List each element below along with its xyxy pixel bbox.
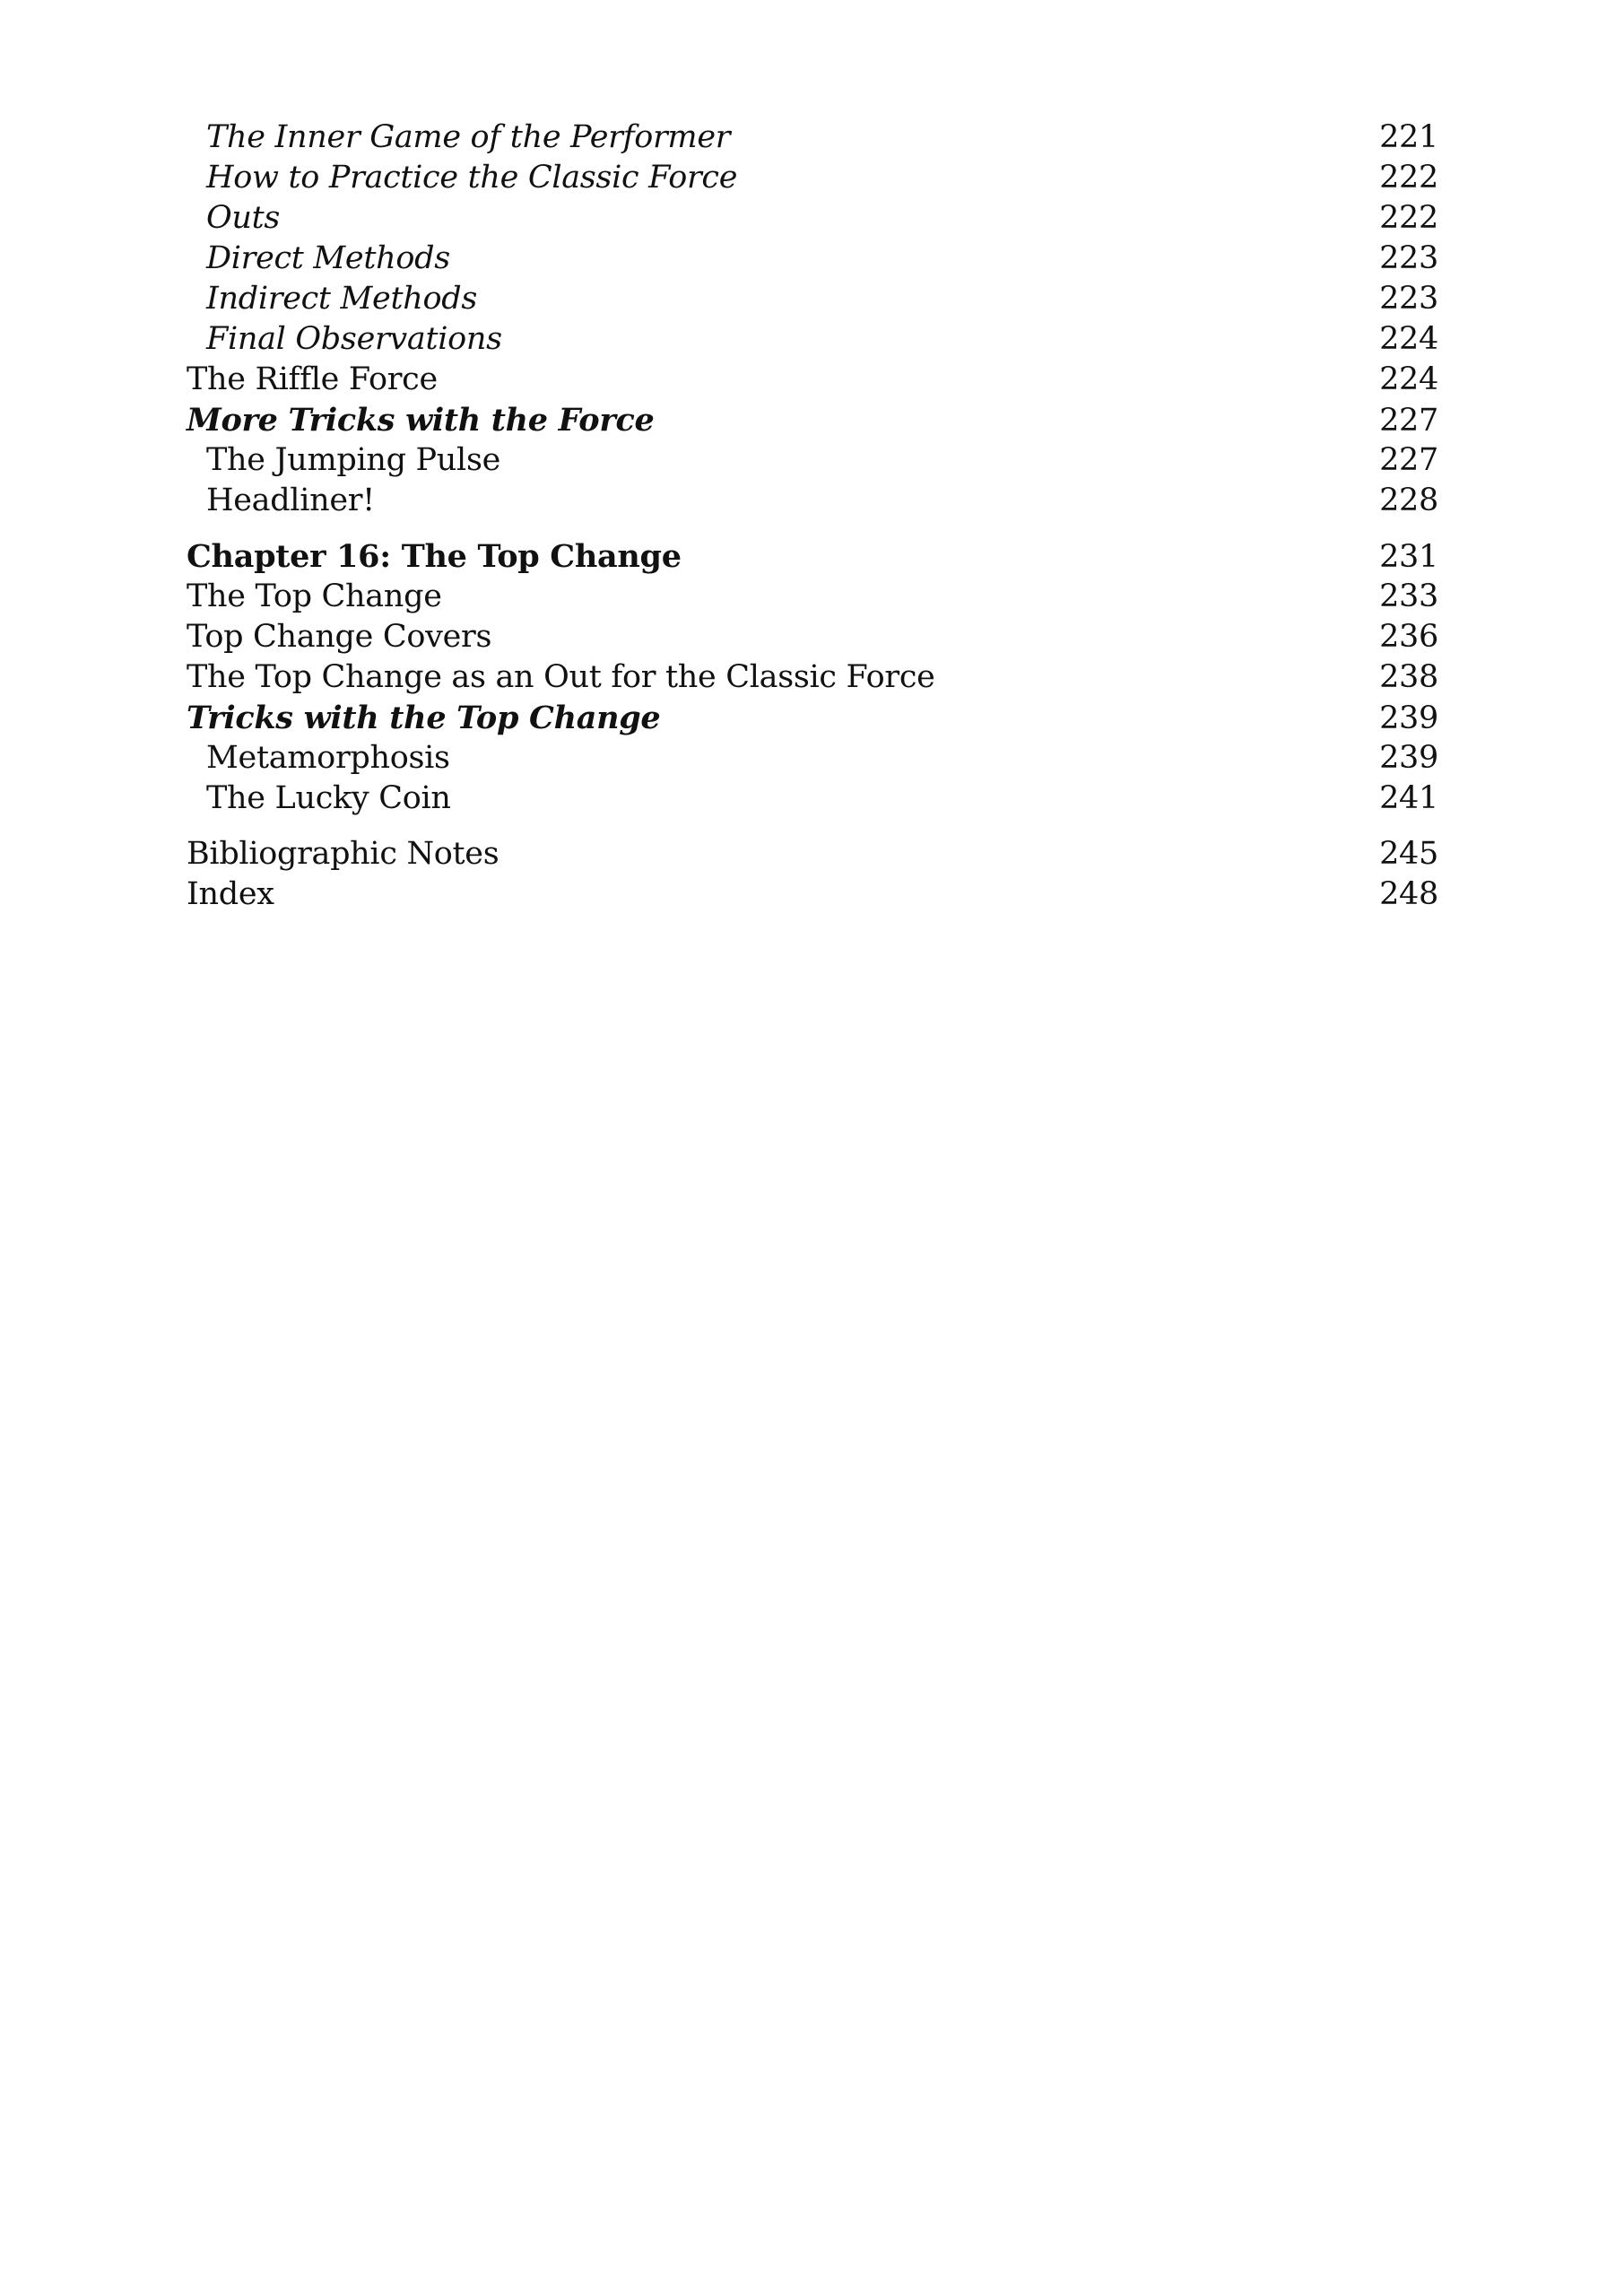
toc-entry-page-number: 227: [1379, 403, 1438, 439]
toc-entry-title: Chapter 16: The Top Change: [187, 538, 682, 575]
toc-entry-page-number: 222: [1379, 160, 1438, 196]
toc-entry: [187, 657, 1438, 698]
toc-entry-page-number: 238: [1379, 659, 1438, 695]
toc-entry: [187, 778, 1438, 819]
toc-entry-title: Indirect Methods: [206, 281, 477, 317]
toc-entry-page-number: 223: [1379, 240, 1438, 276]
toc-entry-title: The Top Change as an Out for the Classic Force: [187, 659, 935, 695]
toc-entry-title: Index: [187, 876, 274, 912]
toc-entry-page-number: 224: [1379, 321, 1438, 357]
toc-entry: [187, 617, 1438, 657]
toc-entry: [187, 319, 1438, 360]
toc-entry-title: How to Practice the Classic Force: [206, 160, 738, 196]
toc-entry-title: The Jumping Pulse: [206, 442, 501, 478]
toc-entry: [187, 834, 1438, 874]
toc-entry: [187, 279, 1438, 319]
toc-entry-page-number: 239: [1379, 740, 1438, 776]
toc-entry-title: Bibliographic Notes: [187, 836, 499, 872]
toc-entry-title: Metamorphosis: [206, 740, 450, 776]
toc-entry: [187, 577, 1438, 617]
toc-entry-title: The Riffle Force: [187, 361, 438, 397]
toc-entry: [187, 360, 1438, 400]
toc-entry-title: Outs: [206, 200, 281, 236]
toc-entry: [187, 738, 1438, 778]
toc-entry-page-number: 236: [1379, 619, 1438, 655]
toc-entry-page-number: 241: [1379, 780, 1438, 816]
toc-entry: [187, 536, 1438, 577]
toc-entry-page-number: 248: [1379, 876, 1438, 912]
toc-entry-page-number: 231: [1379, 539, 1438, 575]
toc-entry: [187, 440, 1438, 481]
toc-entry: [187, 698, 1438, 738]
table-of-contents: [187, 117, 1438, 915]
toc-entry: [187, 481, 1438, 521]
toc-entry-title: Headliner!: [206, 483, 375, 518]
toc-entry-page-number: 239: [1379, 700, 1438, 736]
toc-entry-page-number: 223: [1379, 281, 1438, 317]
toc-entry: [187, 158, 1438, 198]
toc-entry-page-number: 227: [1379, 442, 1438, 478]
toc-entry-title: Top Change Covers: [187, 619, 492, 655]
toc-entry-title: More Tricks with the Force: [187, 402, 655, 439]
toc-entry: [187, 400, 1438, 440]
toc-entry-page-number: 233: [1379, 578, 1438, 614]
toc-entry-title: Direct Methods: [206, 240, 450, 276]
toc-entry-page-number: 224: [1379, 361, 1438, 397]
toc-entry: [187, 198, 1438, 239]
toc-entry-page-number: 221: [1379, 119, 1438, 155]
toc-entry-page-number: 228: [1379, 483, 1438, 518]
toc-entry-title: The Inner Game of the Performer: [206, 119, 731, 155]
toc-entry: [187, 874, 1438, 915]
toc-entry: [187, 239, 1438, 279]
toc-entry-page-number: 245: [1379, 836, 1438, 872]
toc-entry-title: The Top Change: [187, 578, 442, 614]
toc-entry-title: Final Observations: [206, 321, 502, 357]
toc-entry-title: Tricks with the Top Change: [187, 700, 661, 736]
toc-entry-page-number: 222: [1379, 200, 1438, 236]
toc-entry: [187, 117, 1438, 158]
toc-entry-title: The Lucky Coin: [206, 780, 451, 816]
